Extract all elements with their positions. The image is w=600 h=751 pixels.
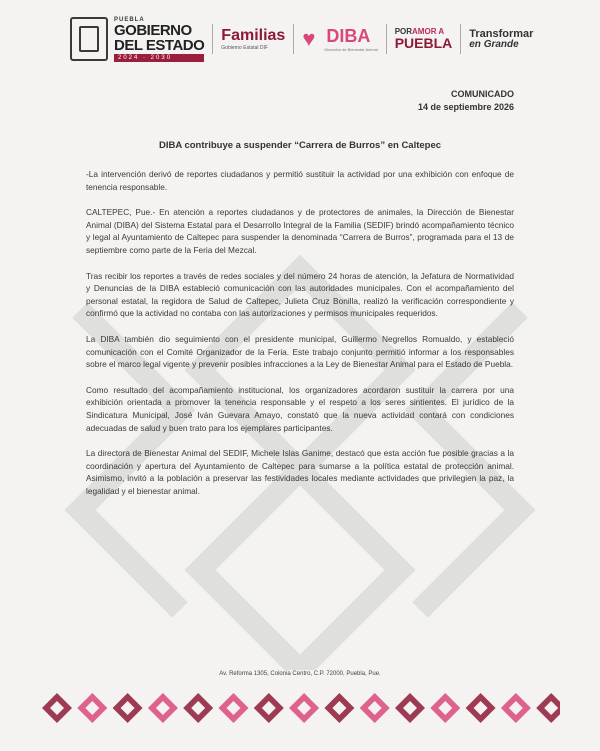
transformar-logo: Transformar en Grande [469, 27, 534, 50]
doc-label: COMUNICADO [451, 89, 514, 99]
familias-logo: Familias Gobierno Estatal DIF [221, 27, 286, 51]
paragraph: -La intervención derivó de reportes ciudadanos y permitió sustituir la actividad por una exhibición con enfoque de tenencia responsable. [86, 169, 514, 192]
logo-divider [293, 24, 294, 54]
paragraph: Como resultado del acompañamiento institucional, los organizadores acordaron sustituir la carrera por una exhibición orientada a promover la tenencia responsable y el respeto a los seres sintientes. El jurídico de la Sindicatura Municipal, José Iván Guevara Amayo, constató que la nueva actividad contará con condiciones adecuadas de salud y buen trato para los ejemplares participantes. [86, 384, 514, 433]
paragraph: CALTEPEC, Pue.- En atención a reportes ciudadanos y de protectores de animales, la Dirección de Bienestar Animal (DIBA) del Sistema Estatal para el Desarrollo Integral de la Familia (SEDIF) brindó acompañamiento técnico y legal al Ayuntamiento de Caltepec para suspender la denominada “Carrera de Burros”, programada para el 13 de septiembre como parte de la Feria del Mezcal. [86, 207, 514, 255]
heart-icon: ♥ [302, 26, 316, 51]
press-release-heading [418, 88, 514, 114]
por-amor-puebla-logo: PORAMOR A PUEBLA [394, 27, 453, 51]
header-logos [70, 14, 550, 64]
decorative-border-pattern [40, 690, 560, 726]
paragraph: La directora de Bienestar Animal del SEDIF, Michele Islas Ganime, destacó que esta acción fue posible gracias a la coordinación y apertura del Ayuntamiento de Caltepec para sumarse a la política estatal de protección animal. Asimismo, invitó a la población a preservar las festividades locales mediante actividades que privilegien la paz, la legalidad y el bienestar animal. [86, 448, 514, 496]
state-seal-icon [70, 17, 108, 61]
page-title: DIBA contribuye a suspender “Carrera de Burros” en Caltepec [158, 140, 442, 151]
paragraph: Tras recibir los reportes a través de redes sociales y del número 24 horas de atención, la Jefatura de Normatividad y Denuncias de la DIBA estableció comunicación con las autoridades municipales. Con el acompañamiento del personal estatal, la regidora de Salud de Caltepec, Julieta Cruz Bonilla, realizó la verificación correspondiente y confirmó que la actividad no contaba con las autorizaciones y permisos municipales requeridos. [86, 270, 514, 319]
paragraph: La DIBA también dio seguimiento con el presidente municipal, Guillermo Negrellos Romualdo, y estableció comunicación con el Comité Organizador de la Feria. Este trabajo conjunto permitió informar a los responsables sobre el marco legal vigente y prevenir posibles infracciones a la Ley de Bienestar Animal para el Estado de Puebla. [86, 333, 514, 370]
document-body [86, 168, 514, 510]
logo-divider [460, 24, 461, 54]
footer-address: Av. Reforma 1305, Colonia Centro, C.P. 72000, Puebla, Pue. [219, 671, 381, 677]
logo-divider [386, 24, 387, 54]
diba-logo: ♥ DIBA Dirección de Bienestar Animal [302, 26, 378, 52]
gobierno-logo: PUEBLA GOBIERNO DEL ESTADO 2024 · 2030 [114, 16, 205, 61]
doc-date: 14 de septiembre 2026 [417, 102, 514, 112]
logo-divider [212, 24, 213, 54]
